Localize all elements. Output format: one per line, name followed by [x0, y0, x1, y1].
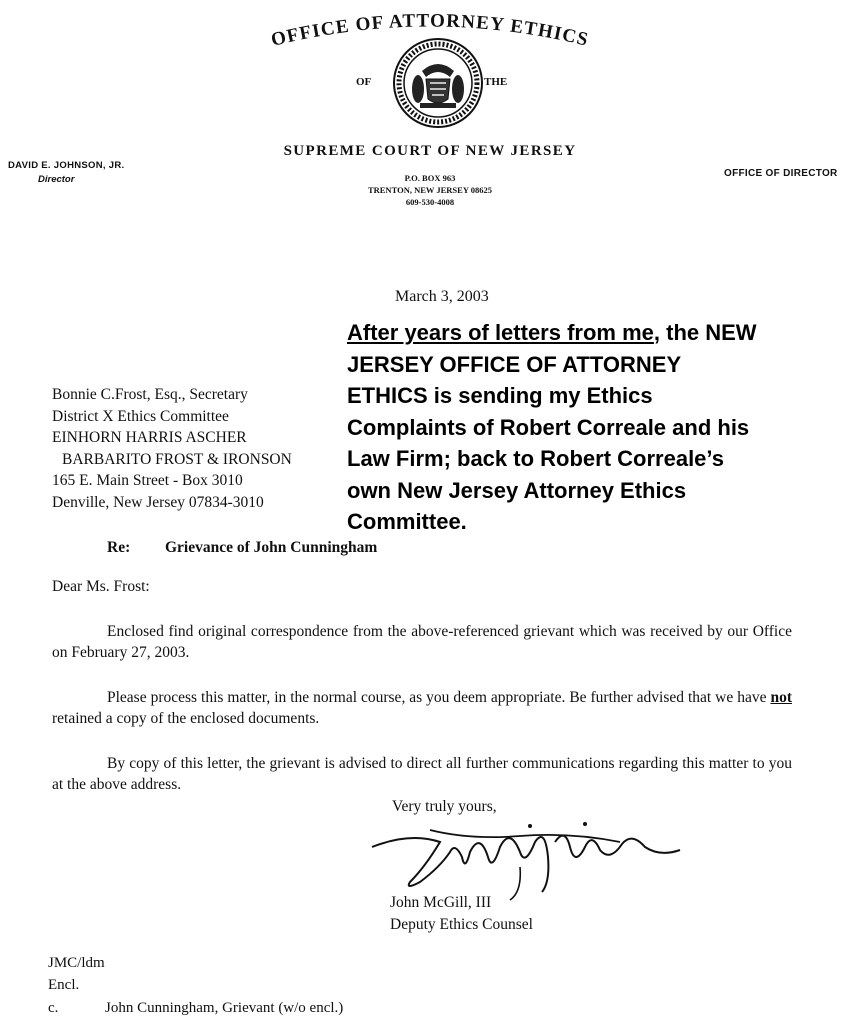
- re-subject: Grievance of John Cunningham: [165, 539, 378, 556]
- recipient-line: 165 E. Main Street - Box 3010: [52, 472, 243, 489]
- signer-title: Deputy Ethics Counsel: [390, 916, 533, 933]
- closing: Very truly yours,: [392, 798, 497, 815]
- paragraph-2-text-b: retained a copy of the enclosed documents.: [52, 710, 320, 727]
- annotation-overlay: [347, 317, 857, 538]
- annotation-line-4: Complaints of Robert Correale and his: [347, 414, 750, 440]
- handwritten-signature: [370, 812, 690, 902]
- recipient-line: Denville, New Jersey 07834-3010: [52, 493, 264, 511]
- annotation-line-2: JERSEY OFFICE OF ATTORNEY: [347, 351, 682, 377]
- recipient-line: BARBARITO FROST & IRONSON: [62, 450, 292, 468]
- recipient-line: District X Ethics Committee: [52, 407, 229, 425]
- recipient-address: [52, 384, 292, 513]
- typist-initials: JMC/ldm: [48, 955, 105, 971]
- letterhead-of: OF: [356, 76, 372, 88]
- annotation-line-5: Law Firm; back to Robert Correale’s: [347, 446, 724, 471]
- paragraph-1-text: Enclosed find original correspondence from the above-referenced grievant which was received by our Office on February 27, 2003.: [52, 623, 792, 661]
- court-name: SUPREME COURT OF NEW JERSEY: [283, 143, 577, 159]
- director-name: DAVID E. JOHNSON, JR.: [8, 160, 125, 171]
- paragraph-2-text-a: Please process this matter, in the normal course, as you deem appropriate. Be further advised that we have: [107, 689, 771, 706]
- po-box: P.O. BOX 963: [404, 173, 456, 183]
- body-paragraph-3: [52, 753, 792, 795]
- city-state: TRENTON, NEW JERSEY 08625: [367, 185, 493, 195]
- letter-date: March 3, 2003: [395, 288, 489, 305]
- salutation: Dear Ms. Frost:: [52, 578, 150, 595]
- annotation-line-6: own New Jersey Attorney Ethics: [347, 477, 687, 503]
- office-of-director: OFFICE OF DIRECTOR: [724, 168, 838, 179]
- signer-name: John McGill, III: [390, 894, 492, 911]
- letterhead-the: THE: [484, 76, 508, 88]
- enclosure-note: Encl.: [48, 977, 80, 993]
- state-seal-icon: [392, 37, 484, 129]
- body-paragraph-1: [52, 621, 792, 663]
- annotation-line-3: ETHICS is sending my Ethics: [347, 383, 653, 408]
- annotation-underlined: After years of letters from me: [347, 320, 654, 345]
- phone-number: 609-530-4008: [405, 197, 455, 207]
- recipient-line: EINHORN HARRIS ASCHER: [52, 429, 247, 446]
- re-label: Re:: [107, 539, 131, 556]
- paragraph-2-not: not: [770, 689, 792, 706]
- mailing-address: [0, 172, 860, 208]
- director-title: Director: [38, 174, 75, 185]
- annotation-line-1: , the NEW: [653, 320, 757, 345]
- recipient-line: Bonnie C.Frost, Esq., Secretary: [52, 386, 248, 403]
- cc-recipient: John Cunningham, Grievant (w/o encl.): [105, 1000, 344, 1016]
- paragraph-3-text: By copy of this letter, the grievant is advised to direct all further communications regarding this matter to you at the above address.: [52, 755, 792, 793]
- office-title-text: OFFICE OF ATTORNEY ETHICS: [269, 10, 591, 51]
- annotation-line-7: Committee.: [347, 509, 467, 534]
- body-paragraph-2: [52, 687, 792, 729]
- cc-label: c.: [48, 1000, 59, 1016]
